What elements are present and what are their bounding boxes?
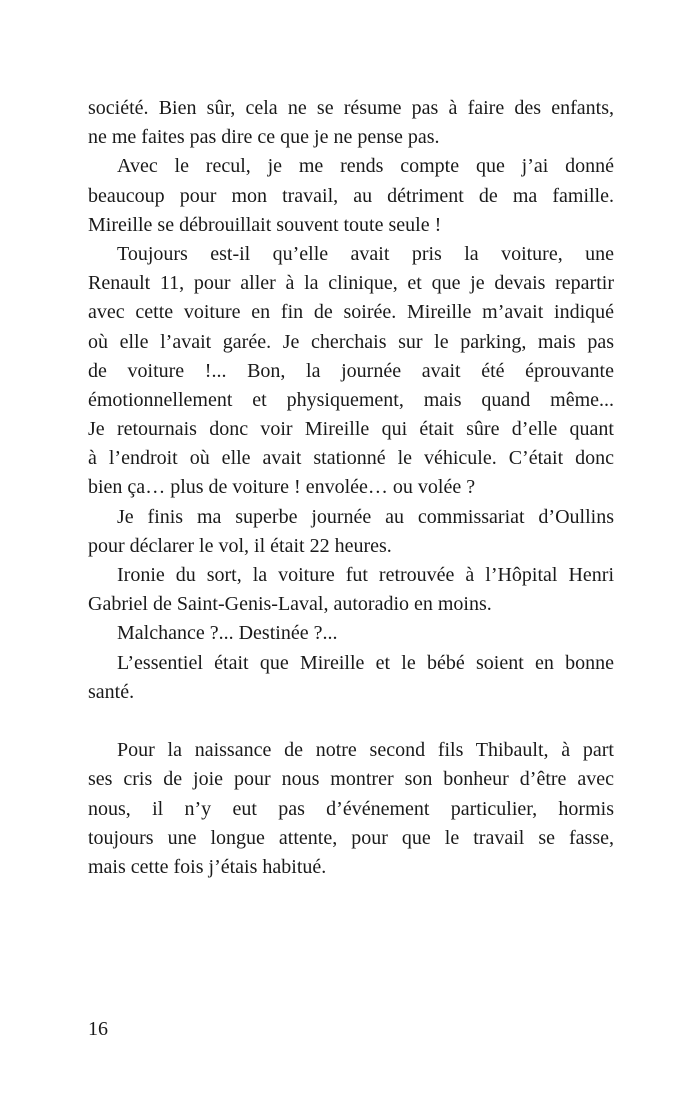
text-line: beaucoup pour mon travail, au détriment de ma famille. [88, 184, 614, 207]
text-line: L’essentiel était que Mireille et le bébé soient en bonne [117, 651, 614, 674]
text-line: Ironie du sort, la voiture fut retrouvée à l’Hôpital Henri [117, 564, 614, 586]
text-line: nous, il n’y eut pas d’événement particulier, hormis [88, 797, 614, 820]
paragraph-gap [88, 707, 614, 736]
text-line: mais cette fois j’étais habitué. [88, 855, 327, 878]
text-line: Avec le recul, je me rends compte que j’ai donné [117, 155, 614, 178]
text-line: Toujours est-il qu’elle avait pris la voiture, une [117, 242, 614, 265]
text-line: de voiture !... Bon, la journée avait été éprouvante [88, 359, 614, 382]
text-line: Renault 11, pour aller à la clinique, et que je devais repartir [88, 272, 614, 295]
text-line: Je retournais donc voir Mireille qui était sûre d’elle quant [88, 418, 614, 441]
text-line: ses cris de joie pour nous montrer son bonheur d’être avec [88, 768, 614, 791]
text-line: émotionnellement et physiquement, mais quand même... [88, 388, 614, 411]
text-line: pour déclarer le vol, il était 22 heures. [88, 534, 392, 557]
text-line: société. Bien sûr, cela ne se résume pas à faire des enfants, [88, 97, 614, 119]
text-line: santé. [88, 680, 135, 703]
text-line: Gabriel de Saint-Genis-Laval, autoradio en moins. [88, 593, 492, 616]
text-line: Mireille se débrouillait souvent toute seule ! [88, 213, 442, 236]
text-line: toujours une longue attente, pour que le travail se fasse, [88, 826, 614, 849]
text-line: Malchance ?... Destinée ?... [117, 622, 338, 645]
text-line: ne me faites pas dire ce que je ne pense pas. [88, 126, 440, 149]
body-text [88, 94, 614, 882]
text-line: Pour la naissance de notre second fils Thibault, à part [117, 739, 614, 762]
text-line: Je finis ma superbe journée au commissariat d’Oullins [117, 505, 614, 528]
text-line: bien ça… plus de voiture ! envolée… ou volée ? [88, 476, 476, 499]
text-line: à l’endroit où elle avait stationné le véhicule. C’était donc [88, 447, 614, 470]
page-number: 16 [88, 1018, 108, 1040]
text-line: avec cette voiture en fin de soirée. Mireille m’avait indiqué [88, 301, 614, 324]
text-line: où elle l’avait garée. Je cherchais sur le parking, mais pas [88, 330, 614, 353]
